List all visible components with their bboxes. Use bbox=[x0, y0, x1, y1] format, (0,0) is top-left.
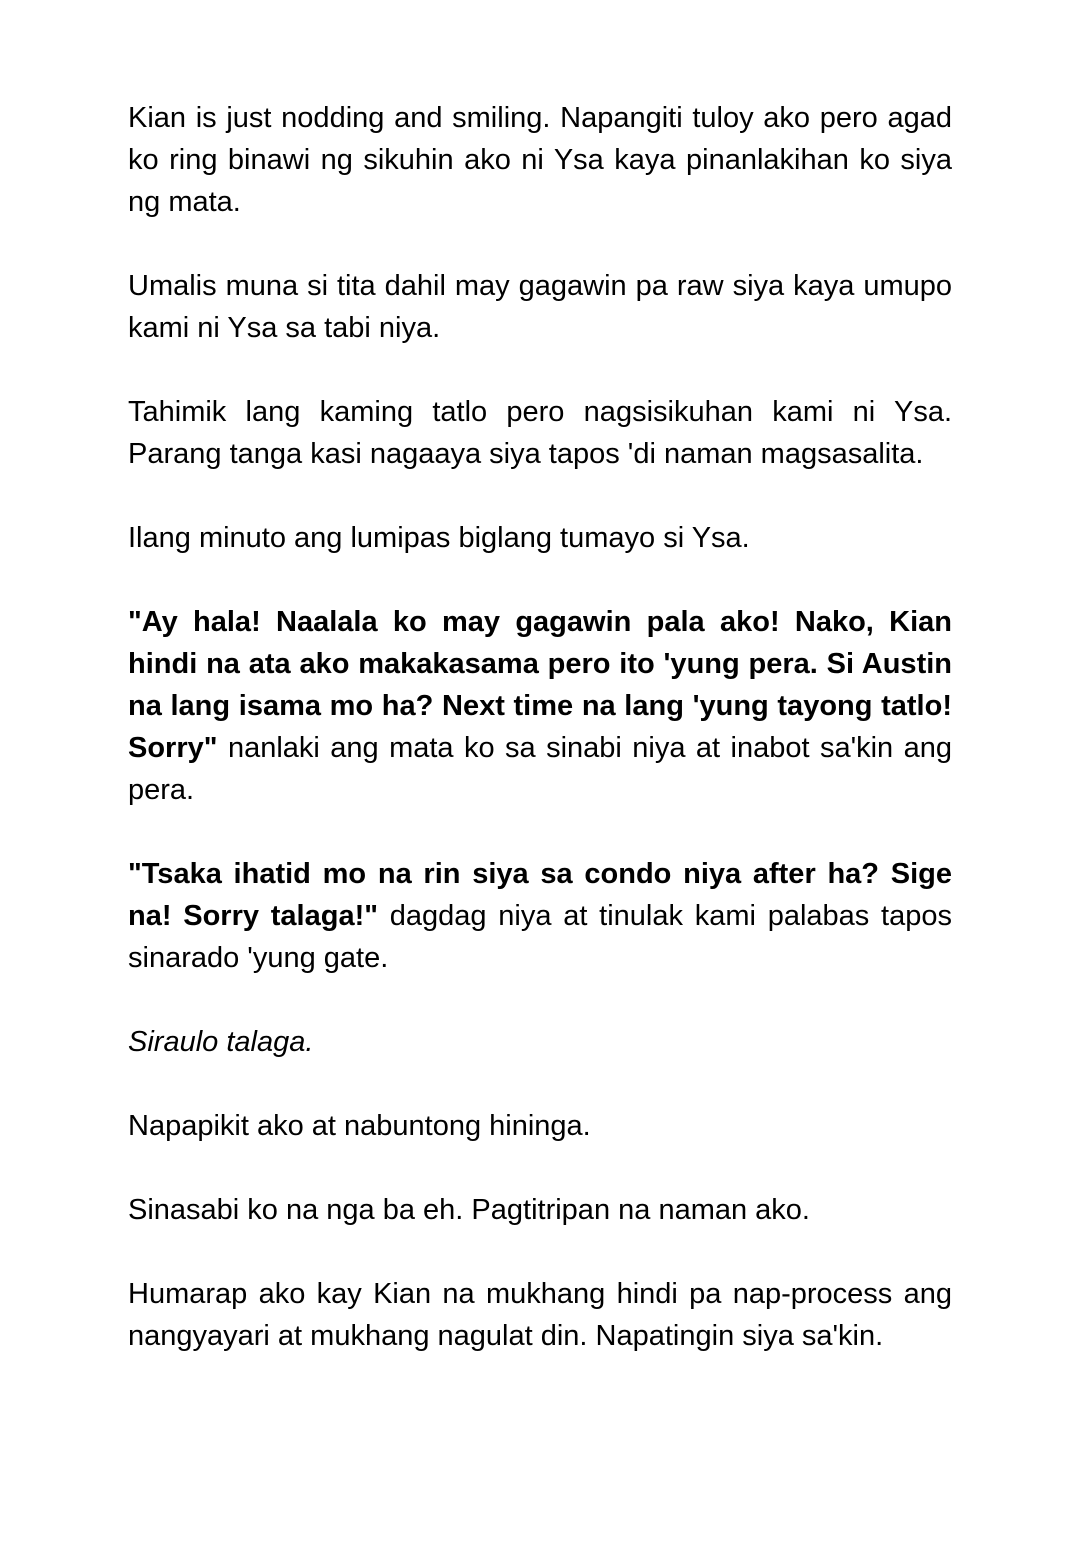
dialogue-bold: "Ay hala! Naalala ko may gagawin pala ako! Nako, Kian hindi na ata ako makakasama pero ito 'yung pera. Si Austin na lang isama mo ha? Next time na lang 'yung tayong tatlo! Sorry" bbox=[128, 606, 952, 764]
inner-thought-italic: Siraulo talaga. bbox=[128, 1026, 314, 1058]
document-page bbox=[128, 97, 952, 1357]
paragraph-6 bbox=[128, 853, 952, 979]
dialogue-bold: "Tsaka ihatid mo na rin siya sa condo niya after ha? Sige na! Sorry talaga!" bbox=[128, 858, 952, 932]
paragraph-2: Umalis muna si tita dahil may gagawin pa raw siya kaya umupo kami ni Ysa sa tabi niya. bbox=[128, 270, 952, 344]
paragraph-3: Tahimik lang kaming tatlo pero nagsisikuhan kami ni Ysa. Parang tanga kasi nagaaya siya tapos 'di naman magsasalita. bbox=[128, 396, 952, 470]
narration: nanlaki ang mata ko sa sinabi niya at inabot sa'kin ang pera. bbox=[128, 732, 952, 806]
paragraph-8: Napapikit ako at nabuntong hininga. bbox=[128, 1110, 591, 1142]
paragraph-10: Humarap ako kay Kian na mukhang hindi pa nap-process ang nangyayari at mukhang nagulat din. Napatingin siya sa'kin. bbox=[128, 1278, 952, 1352]
paragraph-5 bbox=[128, 601, 952, 811]
paragraph-9: Sinasabi ko na nga ba eh. Pagtitripan na naman ako. bbox=[128, 1194, 810, 1226]
paragraph-4: Ilang minuto ang lumipas biglang tumayo si Ysa. bbox=[128, 522, 750, 554]
narration: dagdag niya at tinulak kami palabas tapos sinarado 'yung gate. bbox=[128, 900, 952, 974]
paragraph-7 bbox=[128, 1021, 952, 1063]
paragraph-1: Kian is just nodding and smiling. Napangiti tuloy ako pero agad ko ring binawi ng sikuhin ako ni Ysa kaya pinanlakihan ko siya ng mata. bbox=[128, 102, 952, 218]
